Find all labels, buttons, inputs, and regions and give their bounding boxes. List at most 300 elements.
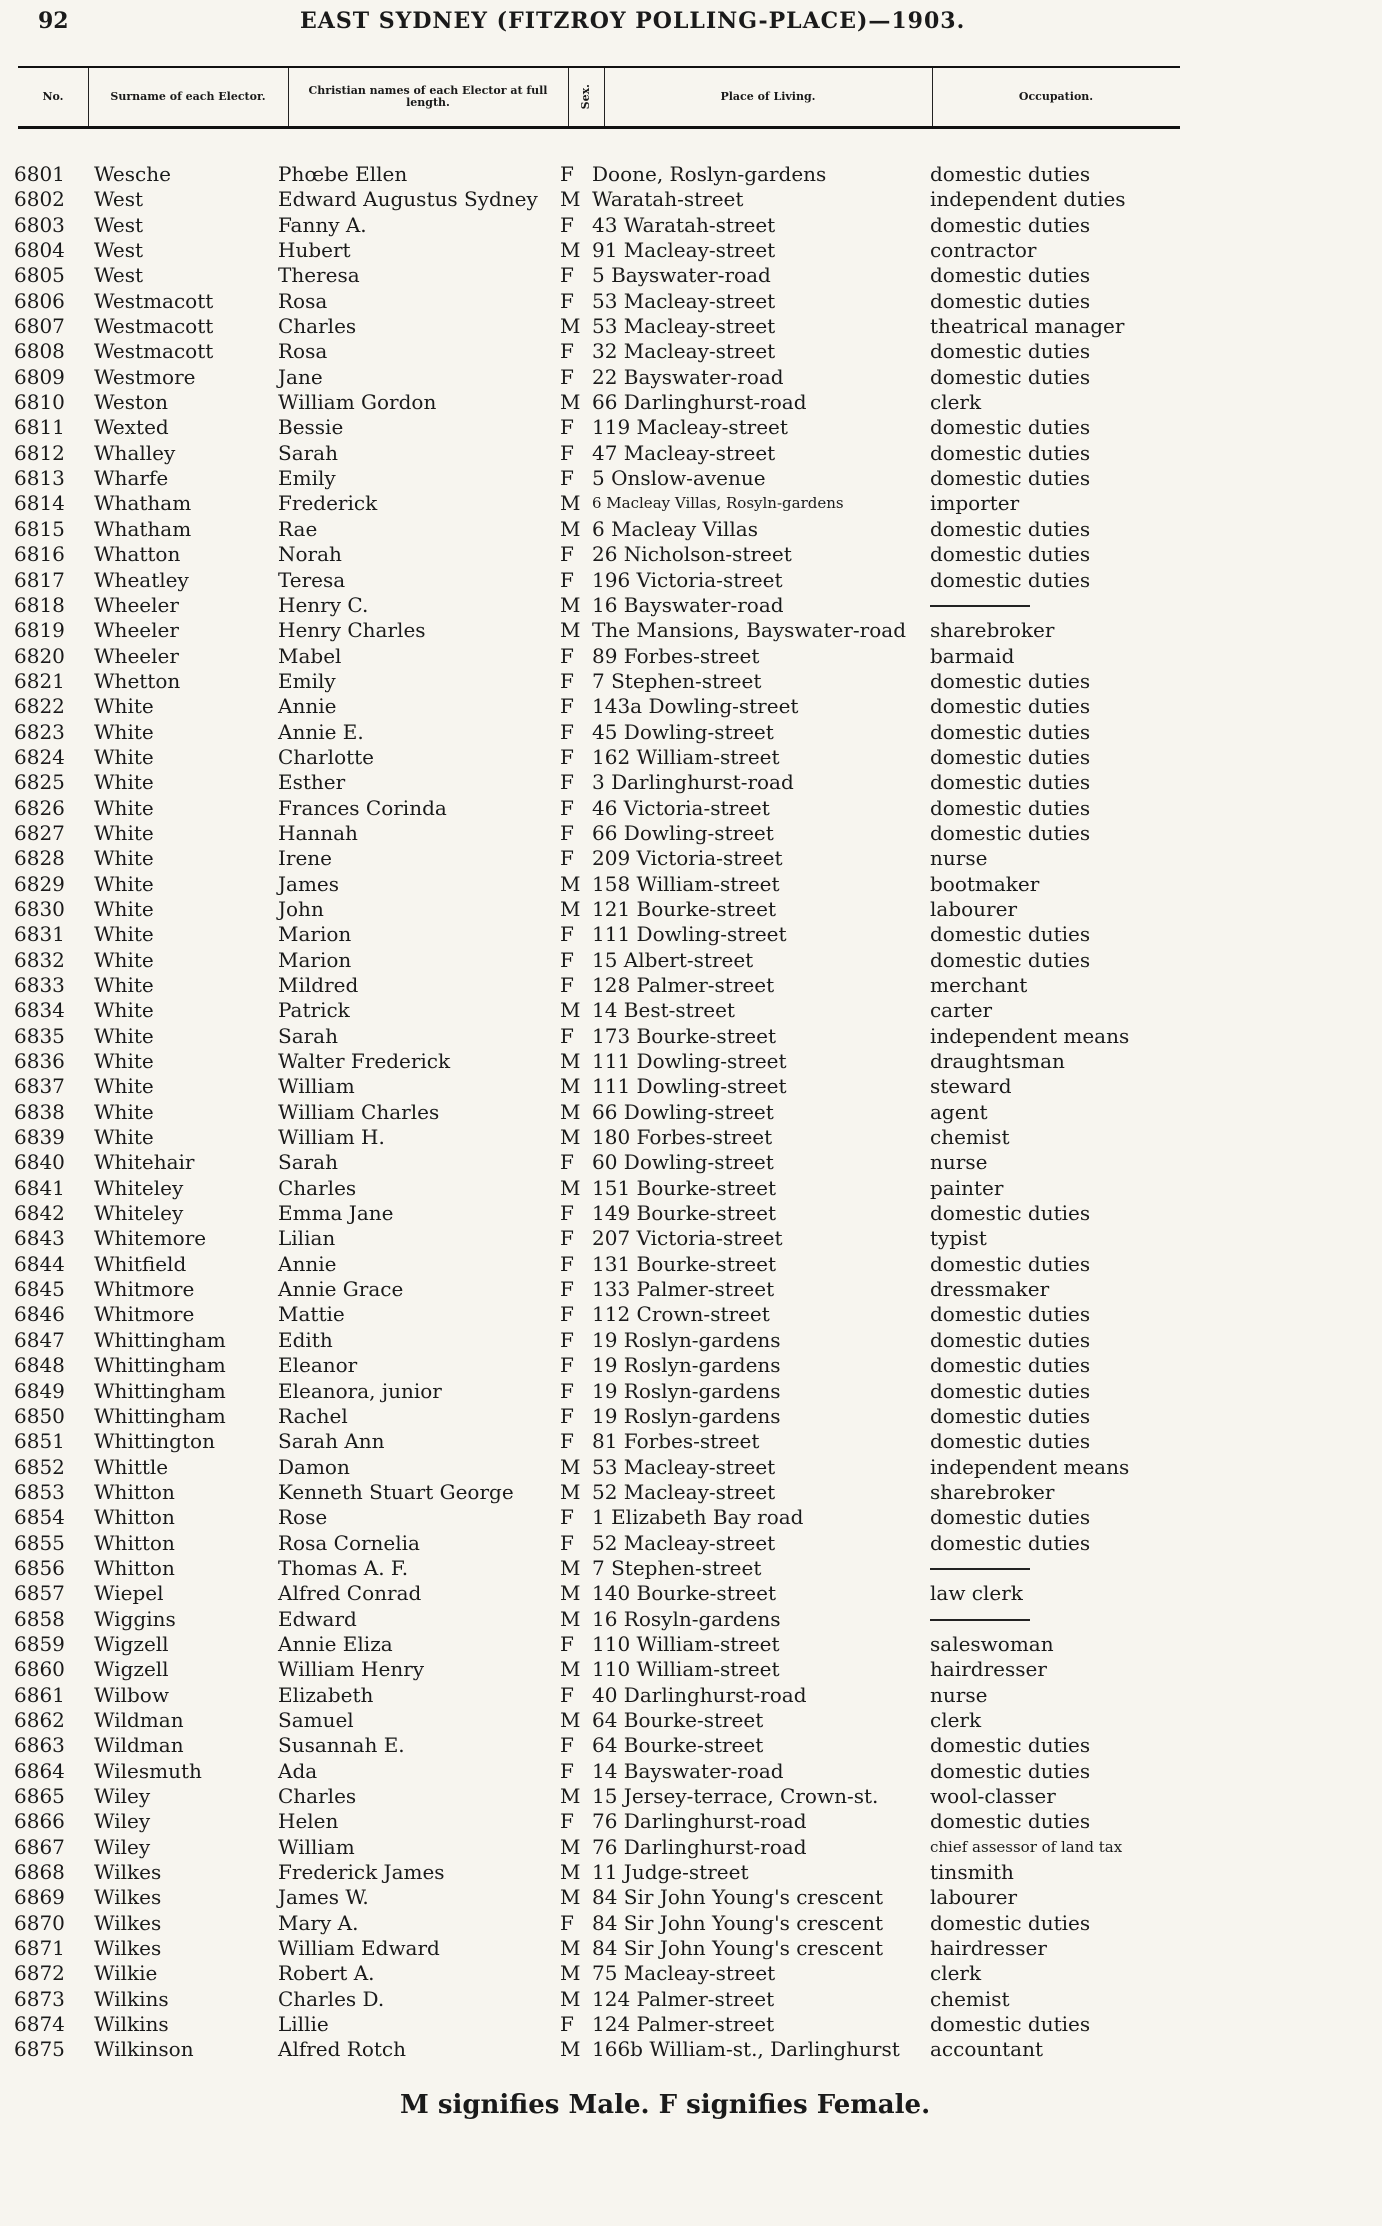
- elector-sex: F: [560, 567, 574, 592]
- elector-sex: F: [560, 1226, 574, 1251]
- elector-sex: M: [560, 1784, 581, 1808]
- table-row: [0, 897, 1382, 922]
- elector-sex: F: [560, 1353, 574, 1378]
- elector-occupation: domestic duties: [930, 212, 1091, 237]
- elector-surname: White: [94, 820, 154, 845]
- elector-number: 6859: [14, 1631, 65, 1656]
- elector-occupation: tinsmith: [930, 1860, 1014, 1885]
- elector-occupation: domestic duties: [930, 744, 1091, 769]
- elector-place-of-living: 124 Palmer-street: [592, 2012, 775, 2037]
- elector-sex: F: [560, 668, 574, 693]
- table-row: [0, 1657, 1382, 1682]
- sex-legend-footer: M signifies Male. F signifies Female.: [400, 2090, 931, 2120]
- table-row: [0, 1049, 1382, 1074]
- elector-surname: Wigzell: [94, 1657, 169, 1682]
- elector-occupation: independent means: [930, 1023, 1130, 1048]
- elector-place-of-living: 75 Macleay-street: [592, 1961, 776, 1986]
- elector-surname: Whitemore: [94, 1226, 207, 1251]
- elector-place-of-living: 66 Darlinghurst-road: [592, 390, 807, 415]
- elector-surname: Whatham: [94, 491, 192, 516]
- elector-occupation: domestic duties: [930, 1353, 1091, 1378]
- elector-number: 6868: [14, 1860, 65, 1885]
- elector-surname: Whittington: [94, 1429, 215, 1454]
- elector-number: 6862: [14, 1707, 65, 1732]
- elector-surname: Whittingham: [94, 1353, 226, 1378]
- elector-occupation: law clerk: [930, 1581, 1023, 1606]
- elector-occupation: domestic duties: [930, 668, 1091, 693]
- elector-surname: Whitfield: [94, 1251, 187, 1276]
- elector-occupation: domestic duties: [930, 364, 1091, 389]
- elector-number: 6836: [14, 1049, 65, 1074]
- elector-number: 6863: [14, 1733, 65, 1758]
- elector-occupation: domestic duties: [930, 1327, 1091, 1352]
- elector-place-of-living: The Mansions, Bayswater-road: [592, 618, 907, 643]
- elector-occupation: domestic duties: [930, 1910, 1091, 1935]
- elector-sex: F: [560, 1023, 574, 1048]
- elector-place-of-living: 46 Victoria-street: [592, 795, 770, 820]
- elector-sex: M: [560, 187, 581, 212]
- table-row: [0, 1809, 1382, 1834]
- table-row: [0, 1936, 1382, 1961]
- elector-christian-names: Walter Frederick: [278, 1049, 451, 1074]
- elector-number: 6830: [14, 896, 65, 921]
- elector-number: 6871: [14, 1936, 65, 1961]
- elector-surname: Wilkie: [94, 1961, 158, 1986]
- elector-christian-names: William: [278, 1074, 355, 1099]
- elector-sex: M: [560, 871, 581, 896]
- elector-occupation: domestic duties: [930, 542, 1091, 567]
- elector-place-of-living: 1 Elizabeth Bay road: [592, 1505, 804, 1530]
- elector-number: 6828: [14, 846, 65, 871]
- elector-sex: M: [560, 1555, 581, 1580]
- elector-surname: Whitton: [94, 1555, 175, 1580]
- elector-christian-names: Henry Charles: [278, 618, 426, 643]
- elector-number: 6872: [14, 1961, 65, 1986]
- elector-occupation: domestic duties: [930, 415, 1091, 440]
- elector-surname: Wheeler: [94, 618, 179, 643]
- elector-surname: Westmacott: [94, 314, 214, 339]
- elector-christian-names: Henry C.: [278, 592, 369, 617]
- elector-christian-names: Kenneth Stuart George: [278, 1479, 514, 1504]
- table-row: [0, 846, 1382, 871]
- elector-number: 6853: [14, 1479, 65, 1504]
- elector-christian-names: Fanny A.: [278, 212, 367, 237]
- elector-surname: Westmacott: [94, 339, 214, 364]
- elector-occupation: chemist: [930, 1125, 1010, 1150]
- elector-christian-names: John: [278, 896, 324, 921]
- elector-christian-names: Eleanor: [278, 1353, 358, 1378]
- table-row: [0, 187, 1382, 212]
- elector-occupation: domestic duties: [930, 339, 1091, 364]
- elector-surname: Whalley: [94, 440, 176, 465]
- table-row: [0, 1759, 1382, 1784]
- elector-place-of-living: 60 Dowling-street: [592, 1150, 774, 1175]
- elector-christian-names: William Charles: [278, 1099, 440, 1124]
- table-row: [0, 998, 1382, 1023]
- table-row: [0, 644, 1382, 669]
- elector-occupation: draughtsman: [930, 1049, 1065, 1074]
- table-row: [0, 669, 1382, 694]
- elector-christian-names: Rosa: [278, 288, 328, 313]
- elector-christian-names: Damon: [278, 1454, 350, 1479]
- elector-sex: F: [560, 770, 574, 795]
- elector-place-of-living: 66 Dowling-street: [592, 1099, 774, 1124]
- table-row: [0, 314, 1382, 339]
- elector-christian-names: Mabel: [278, 643, 342, 668]
- elector-number: 6833: [14, 973, 65, 997]
- elector-christian-names: Jane: [278, 364, 323, 389]
- elector-place-of-living: 110 William-street: [592, 1631, 780, 1656]
- elector-place-of-living: 180 Forbes-street: [592, 1125, 773, 1150]
- elector-place-of-living: 16 Bayswater-road: [592, 592, 784, 617]
- elector-occupation: sharebroker: [930, 1479, 1055, 1504]
- elector-number: 6809: [14, 364, 65, 389]
- elector-sex: M: [560, 2037, 581, 2062]
- elector-christian-names: Rose: [278, 1505, 328, 1530]
- elector-occupation: importer: [930, 491, 1020, 516]
- elector-number: 6875: [14, 2037, 65, 2062]
- elector-occupation: domestic duties: [930, 820, 1091, 845]
- elector-occupation: nurse: [930, 1682, 988, 1707]
- elector-number: 6845: [14, 1277, 65, 1302]
- elector-christian-names: Teresa: [278, 567, 346, 592]
- elector-number: 6821: [14, 668, 65, 693]
- elector-number: 6819: [14, 618, 65, 643]
- elector-place-of-living: 89 Forbes-street: [592, 643, 760, 668]
- elector-place-of-living: 111 Dowling-street: [592, 1074, 787, 1099]
- table-row: [0, 415, 1382, 440]
- elector-christian-names: Elizabeth: [278, 1682, 374, 1707]
- elector-sex: M: [560, 1454, 581, 1479]
- elector-number: 6864: [14, 1758, 65, 1783]
- elector-place-of-living: 173 Bourke-street: [592, 1023, 776, 1048]
- elector-place-of-living: 3 Darlinghurst-road: [592, 770, 794, 795]
- table-row: [0, 491, 1382, 516]
- page-title: EAST SYDNEY (FITZROY POLLING-PLACE)—1903.: [300, 8, 966, 34]
- elector-christian-names: Sarah: [278, 1150, 338, 1175]
- elector-surname: White: [94, 973, 154, 997]
- table-row: [0, 1176, 1382, 1201]
- elector-number: 6841: [14, 1175, 65, 1200]
- elector-sex: M: [560, 618, 581, 643]
- elector-number: 6829: [14, 871, 65, 896]
- table-row: [0, 263, 1382, 288]
- table-row: [0, 1708, 1382, 1733]
- header-place-of-living: Place of Living.: [604, 68, 933, 126]
- table-row: [0, 1885, 1382, 1910]
- elector-sex: M: [560, 1860, 581, 1885]
- elector-christian-names: William Gordon: [278, 390, 437, 415]
- elector-occupation: domestic duties: [930, 922, 1091, 947]
- elector-surname: White: [94, 998, 154, 1023]
- elector-number: 6826: [14, 795, 65, 820]
- elector-number: 6805: [14, 263, 65, 288]
- elector-sex: M: [560, 314, 581, 339]
- elector-christian-names: Charles D.: [278, 1986, 385, 2011]
- elector-surname: Wiggins: [94, 1606, 176, 1631]
- elector-christian-names: Charles: [278, 314, 357, 339]
- elector-sex: F: [560, 744, 574, 769]
- elector-surname: Wildman: [94, 1733, 184, 1758]
- elector-occupation: independent means: [930, 1454, 1130, 1479]
- elector-christian-names: Rosa: [278, 339, 328, 364]
- blank-occupation-dash: [930, 593, 1030, 618]
- elector-occupation: nurse: [930, 846, 988, 871]
- elector-number: 6812: [14, 440, 65, 465]
- elector-christian-names: Edward Augustus Sydney: [278, 187, 538, 212]
- elector-occupation: domestic duties: [930, 440, 1091, 465]
- elector-place-of-living: 32 Macleay-street: [592, 339, 776, 364]
- table-row: [0, 1480, 1382, 1505]
- elector-sex: M: [560, 1175, 581, 1200]
- elector-sex: F: [560, 1910, 574, 1935]
- table-row: [0, 1961, 1382, 1986]
- elector-place-of-living: 6 Macleay Villas, Rosyln-gardens: [592, 494, 844, 513]
- elector-occupation: domestic duties: [930, 288, 1091, 313]
- elector-christian-names: Sarah Ann: [278, 1429, 385, 1454]
- header-surname: Surname of each Elector.: [88, 68, 289, 126]
- elector-surname: White: [94, 1125, 154, 1150]
- elector-place-of-living: 26 Nicholson-street: [592, 542, 792, 567]
- elector-number: 6865: [14, 1784, 65, 1808]
- elector-number: 6846: [14, 1302, 65, 1327]
- elector-number: 6858: [14, 1606, 65, 1631]
- elector-number: 6842: [14, 1201, 65, 1226]
- elector-christian-names: Susannah E.: [278, 1733, 405, 1758]
- elector-christian-names: Frances Corinda: [278, 795, 447, 820]
- elector-number: 6832: [14, 947, 65, 972]
- elector-surname: White: [94, 1099, 154, 1124]
- elector-number: 6860: [14, 1657, 65, 1682]
- elector-occupation: wool-classer: [930, 1784, 1056, 1808]
- elector-surname: Wheeler: [94, 592, 179, 617]
- table-row: [0, 1125, 1382, 1150]
- elector-occupation: labourer: [930, 1885, 1018, 1910]
- elector-surname: White: [94, 770, 154, 795]
- table-row: [0, 1201, 1382, 1226]
- elector-sex: M: [560, 1657, 581, 1682]
- elector-place-of-living: 52 Macleay-street: [592, 1530, 776, 1555]
- elector-occupation: dressmaker: [930, 1277, 1050, 1302]
- elector-sex: F: [560, 719, 574, 744]
- elector-sex: F: [560, 947, 574, 972]
- elector-number: 6834: [14, 998, 65, 1023]
- elector-occupation: domestic duties: [930, 1403, 1091, 1428]
- table-row: [0, 2012, 1382, 2037]
- elector-sex: F: [560, 1302, 574, 1327]
- elector-number: 6848: [14, 1353, 65, 1378]
- table-row: [0, 973, 1382, 998]
- blank-occupation-dash: [930, 1556, 1030, 1581]
- table-row: [0, 1860, 1382, 1885]
- table-row: [0, 2037, 1382, 2062]
- elector-surname: Wilkins: [94, 2012, 169, 2037]
- table-row: [0, 1531, 1382, 1556]
- elector-place-of-living: 19 Roslyn-gardens: [592, 1353, 781, 1378]
- table-row: [0, 796, 1382, 821]
- elector-place-of-living: 64 Bourke-street: [592, 1733, 764, 1758]
- elector-occupation: domestic duties: [930, 795, 1091, 820]
- elector-surname: White: [94, 896, 154, 921]
- elector-christian-names: Lilian: [278, 1226, 336, 1251]
- elector-sex: M: [560, 896, 581, 921]
- elector-christian-names: Frederick James: [278, 1860, 445, 1885]
- elector-place-of-living: 162 William-street: [592, 744, 780, 769]
- elector-number: 6869: [14, 1885, 65, 1910]
- elector-surname: Wilkes: [94, 1936, 162, 1961]
- elector-place-of-living: 11 Judge-street: [592, 1860, 749, 1885]
- elector-sex: F: [560, 922, 574, 947]
- elector-sex: F: [560, 1378, 574, 1403]
- elector-christian-names: Thomas A. F.: [278, 1555, 409, 1580]
- table-row: [0, 694, 1382, 719]
- elector-sex: M: [560, 1479, 581, 1504]
- elector-place-of-living: 143a Dowling-street: [592, 694, 799, 719]
- elector-christian-names: James: [278, 871, 340, 896]
- elector-christian-names: Annie E.: [278, 719, 364, 744]
- elector-number: 6804: [14, 238, 65, 263]
- table-row: [0, 1455, 1382, 1480]
- table-row: [0, 1024, 1382, 1049]
- elector-christian-names: Marion: [278, 947, 352, 972]
- elector-sex: F: [560, 542, 574, 567]
- table-row: [0, 922, 1382, 947]
- elector-number: 6855: [14, 1530, 65, 1555]
- elector-sex: F: [560, 212, 574, 237]
- table-row: [0, 1987, 1382, 2012]
- elector-christian-names: Mary A.: [278, 1910, 359, 1935]
- table-row: [0, 1911, 1382, 1936]
- elector-sex: F: [560, 1631, 574, 1656]
- elector-number: 6806: [14, 288, 65, 313]
- elector-christian-names: Samuel: [278, 1707, 354, 1732]
- elector-occupation: domestic duties: [930, 516, 1091, 541]
- elector-christian-names: Rachel: [278, 1403, 348, 1428]
- elector-christian-names: Hannah: [278, 820, 358, 845]
- elector-place-of-living: 6 Macleay Villas: [592, 516, 758, 541]
- elector-number: 6861: [14, 1682, 65, 1707]
- table-row: [0, 593, 1382, 618]
- elector-surname: Whiteley: [94, 1175, 184, 1200]
- table-row: [0, 1277, 1382, 1302]
- elector-surname: White: [94, 1023, 154, 1048]
- elector-surname: Whiteley: [94, 1201, 184, 1226]
- elector-occupation: domestic duties: [930, 770, 1091, 795]
- elector-surname: Wesche: [94, 162, 171, 186]
- elector-occupation: domestic duties: [930, 2012, 1091, 2037]
- elector-surname: Wigzell: [94, 1631, 169, 1656]
- elector-place-of-living: 111 Dowling-street: [592, 922, 787, 947]
- elector-place-of-living: 14 Best-street: [592, 998, 735, 1023]
- elector-place-of-living: 124 Palmer-street: [592, 1986, 775, 2011]
- table-row: [0, 441, 1382, 466]
- elector-number: 6847: [14, 1327, 65, 1352]
- elector-sex: F: [560, 288, 574, 313]
- elector-number: 6822: [14, 694, 65, 719]
- elector-surname: White: [94, 719, 154, 744]
- elector-number: 6854: [14, 1505, 65, 1530]
- elector-surname: White: [94, 947, 154, 972]
- elector-surname: Whitton: [94, 1479, 175, 1504]
- elector-christian-names: Patrick: [278, 998, 350, 1023]
- elector-number: 6823: [14, 719, 65, 744]
- elector-surname: White: [94, 922, 154, 947]
- elector-place-of-living: 81 Forbes-street: [592, 1429, 760, 1454]
- elector-number: 6857: [14, 1581, 65, 1606]
- elector-occupation: chemist: [930, 1986, 1010, 2011]
- elector-occupation: chief assessor of land tax: [930, 1837, 1123, 1856]
- elector-surname: Whittingham: [94, 1403, 226, 1428]
- elector-surname: Whittingham: [94, 1378, 226, 1403]
- elector-place-of-living: 131 Bourke-street: [592, 1251, 776, 1276]
- elector-sex: F: [560, 2012, 574, 2037]
- elector-christian-names: Irene: [278, 846, 333, 871]
- elector-christian-names: William Edward: [278, 1936, 440, 1961]
- elector-surname: Wheatley: [94, 567, 189, 592]
- elector-number: 6811: [14, 415, 65, 440]
- elector-place-of-living: 47 Macleay-street: [592, 440, 776, 465]
- elector-occupation: domestic duties: [930, 466, 1091, 491]
- elector-occupation: domestic duties: [930, 1201, 1091, 1226]
- elector-place-of-living: 15 Jersey-terrace, Crown-st.: [592, 1784, 879, 1808]
- elector-christian-names: Bessie: [278, 415, 344, 440]
- table-row: [0, 821, 1382, 846]
- elector-number: 6840: [14, 1150, 65, 1175]
- elector-surname: Wiley: [94, 1834, 151, 1859]
- elector-number: 6870: [14, 1910, 65, 1935]
- elector-occupation: domestic duties: [930, 694, 1091, 719]
- table-row: [0, 1379, 1382, 1404]
- elector-place-of-living: 7 Stephen-street: [592, 1555, 762, 1580]
- elector-occupation: hairdresser: [930, 1936, 1047, 1961]
- elector-sex: F: [560, 162, 574, 186]
- table-row: [0, 1835, 1382, 1860]
- elector-sex: F: [560, 1150, 574, 1175]
- elector-place-of-living: 15 Albert-street: [592, 947, 754, 972]
- elector-christian-names: Helen: [278, 1809, 339, 1834]
- elector-occupation: domestic duties: [930, 1429, 1091, 1454]
- elector-place-of-living: 19 Roslyn-gardens: [592, 1327, 781, 1352]
- elector-christian-names: Annie Eliza: [278, 1631, 393, 1656]
- elector-occupation: labourer: [930, 896, 1018, 921]
- elector-occupation: domestic duties: [930, 1809, 1091, 1834]
- elector-christian-names: Charles: [278, 1175, 357, 1200]
- elector-number: 6849: [14, 1378, 65, 1403]
- elector-occupation: domestic duties: [930, 567, 1091, 592]
- elector-occupation: carter: [930, 998, 993, 1023]
- elector-place-of-living: 19 Roslyn-gardens: [592, 1403, 781, 1428]
- elector-surname: Whitmore: [94, 1302, 195, 1327]
- elector-surname: Wildman: [94, 1707, 184, 1732]
- elector-sex: M: [560, 1936, 581, 1961]
- elector-surname: West: [94, 238, 144, 263]
- table-row: [0, 289, 1382, 314]
- elector-surname: Wiley: [94, 1809, 151, 1834]
- elector-sex: F: [560, 1530, 574, 1555]
- elector-surname: White: [94, 694, 154, 719]
- elector-number: 6837: [14, 1074, 65, 1099]
- elector-sex: F: [560, 1277, 574, 1302]
- table-row: [0, 1302, 1382, 1327]
- elector-sex: M: [560, 1707, 581, 1732]
- elector-place-of-living: 149 Bourke-street: [592, 1201, 776, 1226]
- elector-number: 6813: [14, 466, 65, 491]
- elector-surname: Wilesmuth: [94, 1758, 202, 1783]
- elector-occupation: merchant: [930, 973, 1028, 997]
- elector-sex: F: [560, 1809, 574, 1834]
- elector-christian-names: Frederick: [278, 491, 378, 516]
- elector-sex: F: [560, 1758, 574, 1783]
